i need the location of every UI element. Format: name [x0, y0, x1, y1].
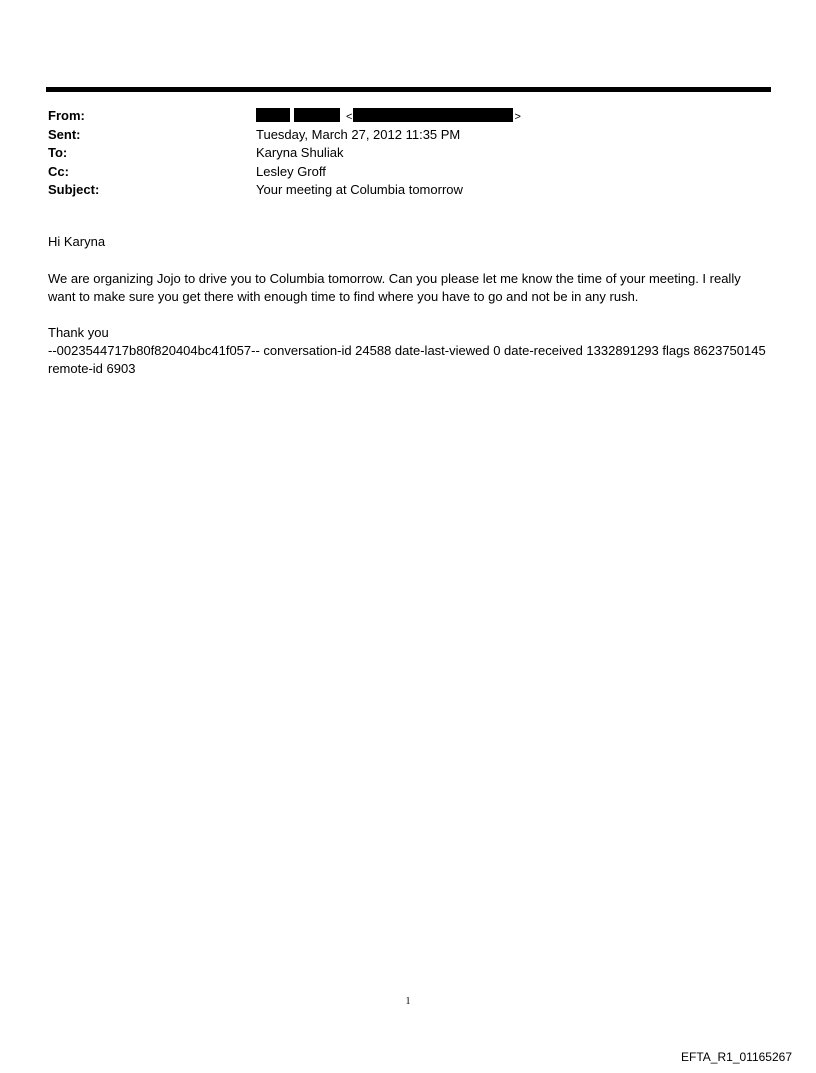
cc-row — [48, 163, 768, 182]
cc-label: Cc: — [48, 163, 69, 179]
from-value — [256, 107, 521, 126]
bates-number: EFTA_R1_01165267 — [681, 1050, 792, 1064]
cc-value: Lesley Groff — [256, 163, 326, 179]
subject-row — [48, 181, 768, 200]
redaction-box — [353, 108, 513, 122]
header-divider — [46, 87, 771, 92]
from-row — [48, 107, 768, 126]
sent-label: Sent: — [48, 126, 81, 142]
subject-label: Subject: — [48, 182, 100, 197]
to-value: Karyna Shuliak — [256, 145, 344, 160]
message-body: We are organizing Jojo to drive you to Columbia tomorrow. Can you please let me know the time of your meeting. I really want to make sure you get there with enough time to find where you have to go and not be in any rush. — [48, 271, 741, 304]
redaction-box — [294, 108, 340, 122]
from-open-bracket: < — [346, 111, 353, 123]
redaction-box — [256, 108, 290, 122]
to-row — [48, 144, 768, 163]
closing-block — [48, 324, 768, 378]
page-number: 1 — [405, 996, 411, 1007]
from-label: From: — [48, 108, 85, 123]
message-metadata: --0023544717b80f820404bc41f057-- conversation-id 24588 date-last-viewed 0 date-received 1332891293 flags 8623750145 remote-id 6903 — [48, 343, 766, 376]
from-close-bracket: > — [514, 111, 521, 123]
sent-value: Tuesday, March 27, 2012 11:35 PM — [256, 126, 461, 142]
greeting: Hi Karyna — [48, 234, 106, 249]
to-label: To: — [48, 145, 68, 160]
subject-value: Your meeting at Columbia tomorrow — [256, 182, 463, 197]
closing: Thank you — [48, 325, 109, 340]
sent-row — [48, 126, 768, 145]
email-header — [48, 107, 768, 200]
